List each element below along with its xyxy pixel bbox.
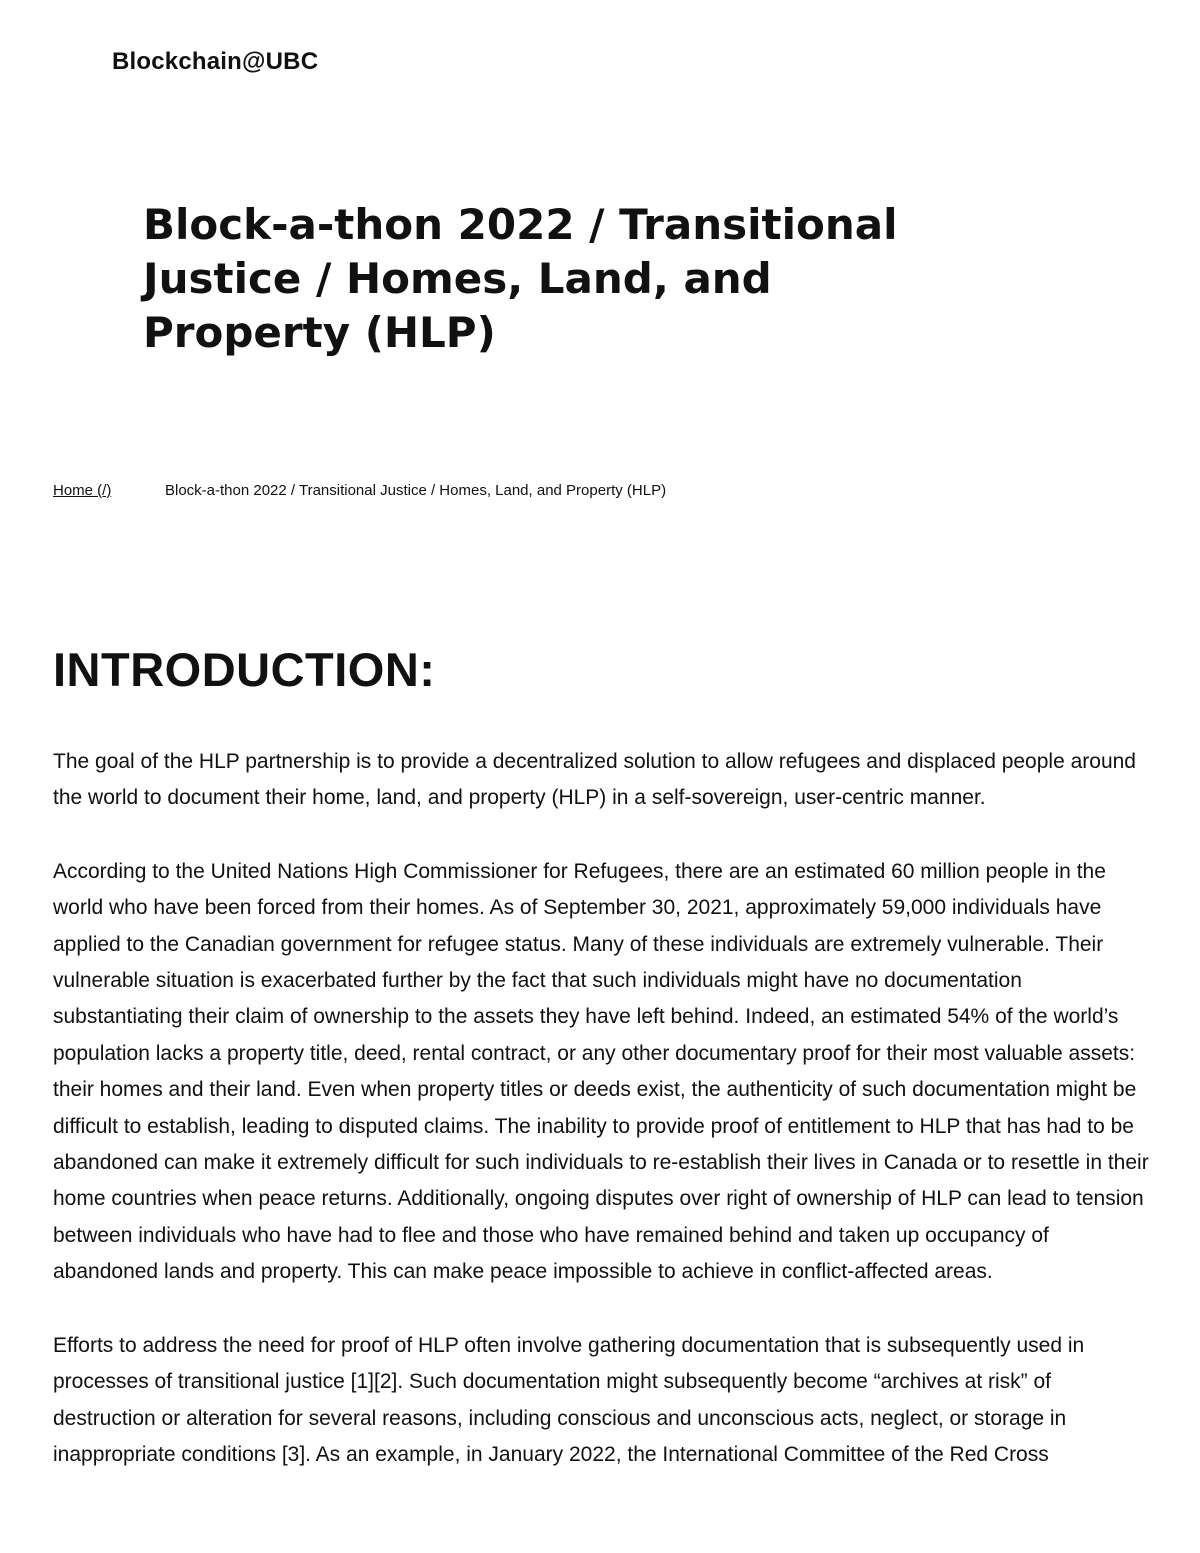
paragraph: The goal of the HLP partnership is to provide a decentralized solution to allow refugees and displaced people around the world to document their home, land, and property (HLP) in a self-sovereign, user-centric manner. <box>53 750 1136 810</box>
breadcrumb-home-link[interactable]: Home (/) <box>53 482 112 499</box>
article-content <box>53 744 1153 1510</box>
site-name[interactable]: Blockchain@UBC <box>112 48 319 75</box>
paragraph: Efforts to address the need for proof of HLP often involve gathering documentation that is subsequently used in processes of transitional justice [1][2]. Such documentation might subsequently become “archives at risk” of destruction or alteration for several reasons, including conscious and unconscious acts, neglect, or storage in inappropriate conditions [3]. As an example, in January 2022, the International Committee of the Red Cross <box>53 1333 1085 1466</box>
section-heading: INTRODUCTION: <box>53 643 436 696</box>
breadcrumb-current: Block-a-thon 2022 / Transitional Justice / Homes, Land, and Property (HLP) <box>165 482 667 499</box>
breadcrumb <box>53 482 667 499</box>
page-title: Block-a-thon 2022 / Transitional Justice / Homes, Land, and Property (HLP) <box>143 200 898 357</box>
paragraph: According to the United Nations High Commissioner for Refugees, there are an estimated 60 million people in the world who have been forced from their homes. As of September 30, 2021, approximately 59,000 individuals have applied to the Canadian government for refugee status. Many of these individuals are extremely vulnerable. Their vulnerable situation is exacerbated further by the fact that such individuals might have no documentation substantiating their claim of ownership to the assets they have left behind. Indeed, an estimated 54% of the world’s population lacks a property title, deed, rental contract, or any other documentary proof for their most valuable assets: their homes and their land. Even when property titles or deeds exist, the authenticity of such documentation might be difficult to establish, leading to disputed claims. The inability to provide proof of entitlement to HLP that has had to be abandoned can make it extremely difficult for such individuals to re-establish their lives in Canada or to resettle in their home countries when peace returns. Additionally, ongoing disputes over right of ownership of HLP can lead to tension between individuals who have had to flee and those who have remained behind and taken up occupancy of abandoned lands and property. This can make peace impossible to achieve in conflict-affected areas. <box>53 859 1149 1284</box>
